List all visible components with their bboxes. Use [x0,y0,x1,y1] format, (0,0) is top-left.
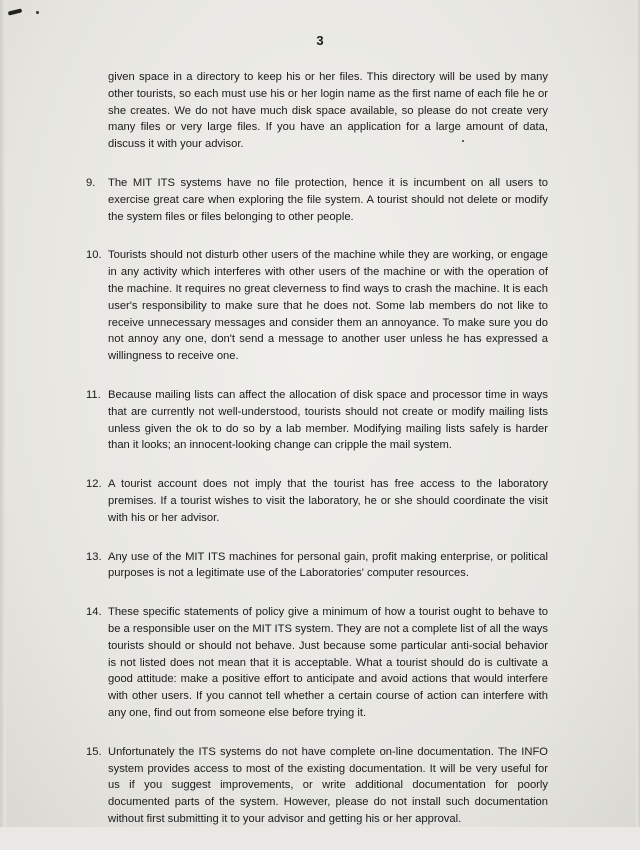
list-item [86,175,548,225]
item-number: 11. [86,388,101,401]
continuation-paragraph: given space in a directory to keep his or her files. This directory will be used by many other tourists, so each must use his or her login name as the first name of each file he or she creates. We do not have much disk space available, so please do not create very many files or very large files. If you have an application for a large amount of data, discuss it with your advisor. [108,71,548,151]
item-number: 14. [86,606,102,619]
item-text: Any use of the MIT ITS machines for personal gain, profit making enterprise, or political purposes is not a legitimate use of the Laboratories' computer resources. [108,550,548,580]
list-item [86,476,548,526]
pen-dot [36,11,39,14]
item-text: Because mailing lists can affect the allocation of disk space and processor time in ways that are currently not well-understood, tourists should not create or modify mailing lists unless given the ok to do so by a lab member. Modifying mailing lists safely is harder than it looks; an innocent-looking change can cripple the mail system. [108,388,548,452]
policy-text [86,69,548,850]
item-text: A tourist account does not imply that the tourist has free access to the laboratory premises. If a tourist wishes to visit the laboratory, he or she should coordinate the visit with his or her advisor. [108,478,548,524]
list-item [86,247,548,365]
page-number: 3 [316,33,324,48]
item-text: The MIT ITS systems have no file protection, hence it is incumbent on all users to exercise great care when exploring the file system. A tourist should not delete or modify the system files or files belonging to other people. [108,176,548,223]
item-number: 12. [86,478,102,491]
page-right-edge [636,0,640,827]
item-number: 13. [86,550,102,563]
item-number: 9. [86,176,96,189]
page-left-edge [0,0,6,827]
item-text: Unfortunately the ITS systems do not have complete on-line documentation. The INFO system provides access to most of the existing documentation. It will be very useful for us if you suggest improvements, or write additional documentation for poorly documented parts of the system. However, please do not install such documentation without first submitting it to your advisor and getting his or her approval. [108,745,548,825]
item-text: These specific statements of policy give a minimum of how a tourist ought to behave to be a responsible user on the MIT ITS system. They are not a complete list of all the ways tourists should or should not behave. Just because some particular anti-social behavior is not listed does not mean that it is acceptable. What a tourist should do is cultivate a good attitude: make a positive effort to anticipate and avoid actions that would interfere with other users. If you cannot tell whether a certain course of action can interfere with any one, find out from someone else before trying it. [108,606,548,719]
list-item [86,387,548,454]
list-item [86,744,548,828]
item-text: Tourists should not disturb other users of the machine while they are working, or engage in any activity which interferes with other users of the machine or with the operation of the machine. It requires no great cleverness to find ways to crash the machine. It is each user's responsibility to make sure that he does not. Some lab members do not like to receive unnecessary messages and consider them an annoyance. To make sure you do not annoy any one, don't send a message to another user unless he has expressed a willingness to receive one. [108,249,548,363]
list-item [86,549,548,583]
pen-mark [8,8,23,15]
list-item [86,604,548,722]
policy-list [86,175,548,828]
item-number: 15. [86,745,102,758]
item-number: 10. [86,249,102,262]
